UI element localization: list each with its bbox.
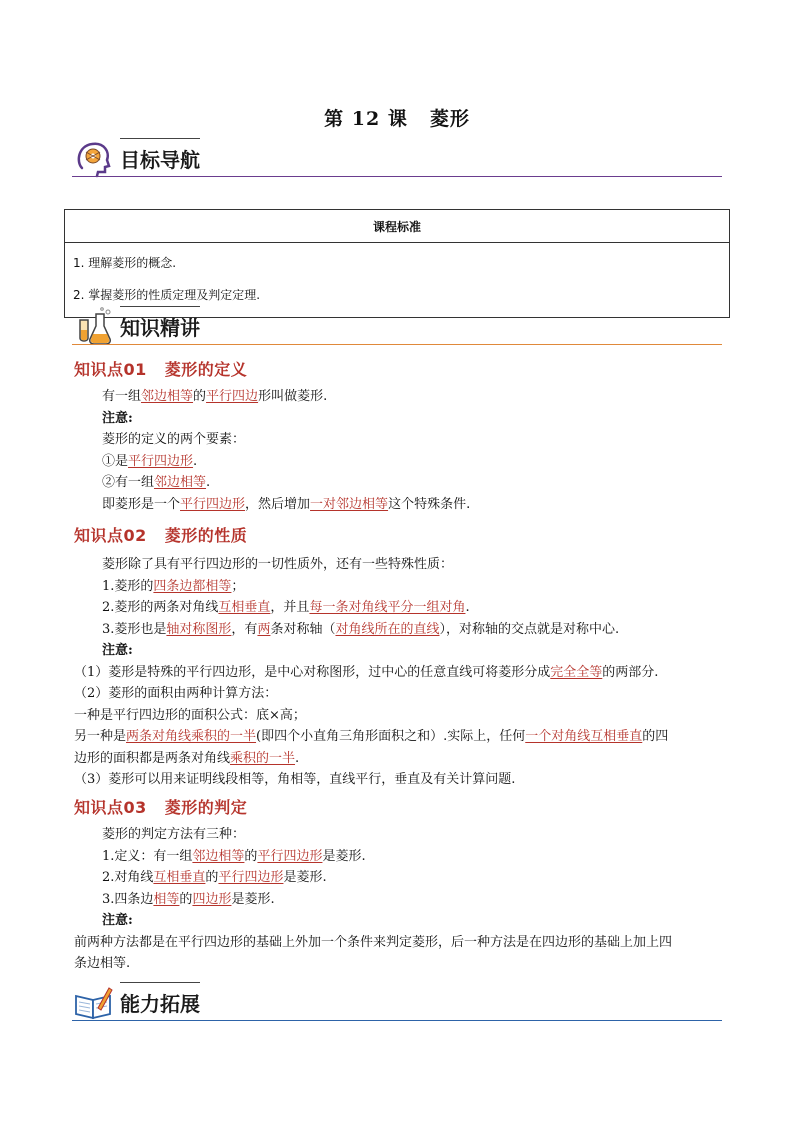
key-term: 轴对称图形 bbox=[166, 621, 232, 637]
text: ①是 bbox=[102, 453, 129, 469]
table-header: 课程标准 bbox=[65, 210, 730, 243]
lesson-topic: 菱形 bbox=[429, 108, 470, 130]
kp3-line-5: 前两种方法都是在平行四边形的基础上外加一个条件来判定菱形，后一种方法是在四边形的基础上加上四 bbox=[74, 934, 673, 950]
kp1-line-3 bbox=[74, 451, 734, 473]
text: 1.定义：有一组 bbox=[102, 848, 193, 864]
text: 是菱形. bbox=[322, 848, 366, 864]
lesson-number: 第 12 课 bbox=[324, 108, 408, 130]
text: . bbox=[193, 453, 198, 469]
section-ability-header bbox=[74, 982, 374, 1022]
brain-gear-icon bbox=[74, 138, 114, 178]
standard-row-2: 2. 掌握菱形的性质定理及判定定理. bbox=[73, 288, 261, 302]
kp1-number: 知识点01 bbox=[74, 360, 147, 379]
kp3-number: 知识点03 bbox=[74, 798, 147, 817]
text: 的 bbox=[179, 891, 193, 907]
text: ，并且 bbox=[270, 600, 310, 615]
section-overline bbox=[120, 306, 200, 307]
kp2-line-9 bbox=[74, 748, 734, 770]
kp2-line-2 bbox=[74, 576, 734, 598]
key-term: 两 bbox=[257, 621, 271, 637]
kp1-line-5 bbox=[74, 494, 734, 516]
text: 即菱形是一个 bbox=[102, 496, 181, 512]
kp2-line-7: 一种是平行四边形的面积公式：底×高； bbox=[74, 707, 306, 723]
kp3-line-2 bbox=[74, 846, 734, 868]
kp2-heading: 菱形的性质 bbox=[164, 526, 248, 545]
text: 3.四条边 bbox=[102, 891, 154, 907]
text: ，然后增加 bbox=[245, 496, 311, 512]
kp1-line-2: 菱形的定义的两个要素： bbox=[102, 432, 246, 447]
section-knowledge-label: 知识精讲 bbox=[120, 316, 200, 340]
course-standard-table bbox=[64, 209, 730, 318]
key-term: 平行四边形 bbox=[218, 870, 284, 885]
key-term: 平行四边形 bbox=[128, 453, 194, 469]
key-term: 完全全等 bbox=[550, 664, 603, 680]
text: 的两部分. bbox=[602, 664, 659, 680]
text: 有一组 bbox=[102, 389, 142, 404]
section-knowledge-header bbox=[74, 306, 374, 346]
text: 的四 bbox=[642, 729, 669, 744]
text: 另一种是 bbox=[74, 729, 127, 744]
standard-row-1: 1. 理解菱形的概念. bbox=[73, 256, 177, 270]
text: （1）菱形是特殊的平行四边形，是中心对称图形，过中心的任意直线可将菱形分成 bbox=[74, 664, 551, 680]
text: 2.菱形的两条对角线 bbox=[102, 600, 219, 615]
key-term: 平行四边形 bbox=[180, 496, 246, 512]
key-term: 每一条对角线平分一组对角 bbox=[309, 600, 466, 615]
kp3-line-6: 条边相等. bbox=[74, 956, 131, 971]
kp2-line-3 bbox=[74, 597, 734, 619]
text: ），对称轴的交点就是对称中心. bbox=[439, 621, 620, 637]
kp3-line-4 bbox=[74, 889, 734, 911]
text: (即四个小直角三角形面积之和）.实际上，任何 bbox=[256, 729, 526, 744]
text: 边形的面积都是两条对角线 bbox=[74, 750, 231, 766]
kp2-line-6: （2）菱形的面积由两种计算方法： bbox=[74, 686, 278, 701]
kp1-note: 注意: bbox=[102, 410, 133, 426]
text: ②有一组 bbox=[102, 475, 155, 490]
key-term: 对角线所在的直线 bbox=[335, 621, 440, 637]
text: ； bbox=[231, 578, 245, 594]
section-goal-label: 目标导航 bbox=[120, 148, 200, 172]
page-title bbox=[0, 104, 794, 131]
text: 是菱形. bbox=[231, 891, 275, 907]
kp2-number: 知识点02 bbox=[74, 526, 147, 545]
key-term: 乘积的一半 bbox=[230, 750, 296, 766]
kp1-body bbox=[74, 386, 734, 515]
flask-icon bbox=[74, 306, 114, 346]
kp2-line-4 bbox=[74, 619, 734, 641]
key-term: 相等 bbox=[153, 891, 180, 907]
kp2-note: 注意: bbox=[102, 643, 133, 658]
key-term: 一个对角线互相垂直 bbox=[525, 729, 643, 744]
text: 这个特殊条件. bbox=[388, 496, 471, 512]
text: 3.菱形也是 bbox=[102, 621, 167, 637]
key-term: 四边形 bbox=[192, 891, 232, 907]
kp1-line-4 bbox=[74, 472, 734, 494]
key-term: 邻边相等 bbox=[154, 475, 207, 490]
kp3-note: 注意: bbox=[102, 913, 133, 928]
text: 2.对角线 bbox=[102, 870, 154, 885]
kp1-title bbox=[74, 357, 247, 380]
kp2-line-1: 菱形除了具有平行四边形的一切性质外，还有一些特殊性质： bbox=[102, 557, 454, 572]
kp2-line-5 bbox=[74, 662, 734, 684]
key-term: 一对邻边相等 bbox=[310, 496, 389, 512]
kp2-body bbox=[74, 554, 734, 791]
kp3-title bbox=[74, 795, 247, 818]
section-ability-rule bbox=[72, 1020, 722, 1021]
text: . bbox=[465, 600, 470, 615]
kp2-title bbox=[74, 523, 247, 546]
key-term: 邻边相等 bbox=[192, 848, 245, 864]
section-overline bbox=[120, 138, 200, 139]
text: 的 bbox=[193, 389, 207, 404]
kp3-body bbox=[74, 824, 734, 975]
text: ，有 bbox=[231, 621, 258, 637]
section-overline bbox=[120, 982, 200, 983]
key-term: 互相垂直 bbox=[153, 870, 206, 885]
text: 形叫做菱形. bbox=[258, 389, 328, 404]
key-term: 互相垂直 bbox=[218, 600, 271, 615]
section-ability-label: 能力拓展 bbox=[120, 992, 200, 1016]
key-term: 平行四边 bbox=[206, 389, 259, 404]
book-pencil-icon bbox=[74, 982, 114, 1022]
kp2-line-10: （3）菱形可以用来证明线段相等，角相等，直线平行，垂直及有关计算问题. bbox=[74, 772, 516, 787]
kp1-heading: 菱形的定义 bbox=[164, 360, 248, 379]
key-term: 平行四边形 bbox=[257, 848, 323, 864]
section-goal-header bbox=[74, 138, 374, 178]
key-term: 四条边都相等 bbox=[153, 578, 232, 594]
kp3-heading: 菱形的判定 bbox=[164, 798, 248, 817]
text: 的 bbox=[205, 870, 219, 885]
text: 的 bbox=[244, 848, 258, 864]
text: . bbox=[295, 750, 300, 766]
text: 1.菱形的 bbox=[102, 578, 154, 594]
kp3-line-1: 菱形的判定方法有三种： bbox=[102, 827, 246, 842]
key-term: 两条对角线乘积的一半 bbox=[126, 729, 257, 744]
kp2-line-8 bbox=[74, 726, 734, 748]
text: . bbox=[206, 475, 211, 490]
text: 是菱形. bbox=[283, 870, 327, 885]
section-knowledge-rule bbox=[72, 344, 722, 345]
text: 条对称轴（ bbox=[270, 621, 336, 637]
section-goal-rule bbox=[72, 176, 722, 177]
key-term: 邻边相等 bbox=[141, 389, 194, 404]
kp1-line-1 bbox=[74, 386, 734, 408]
kp3-line-3 bbox=[74, 867, 734, 889]
